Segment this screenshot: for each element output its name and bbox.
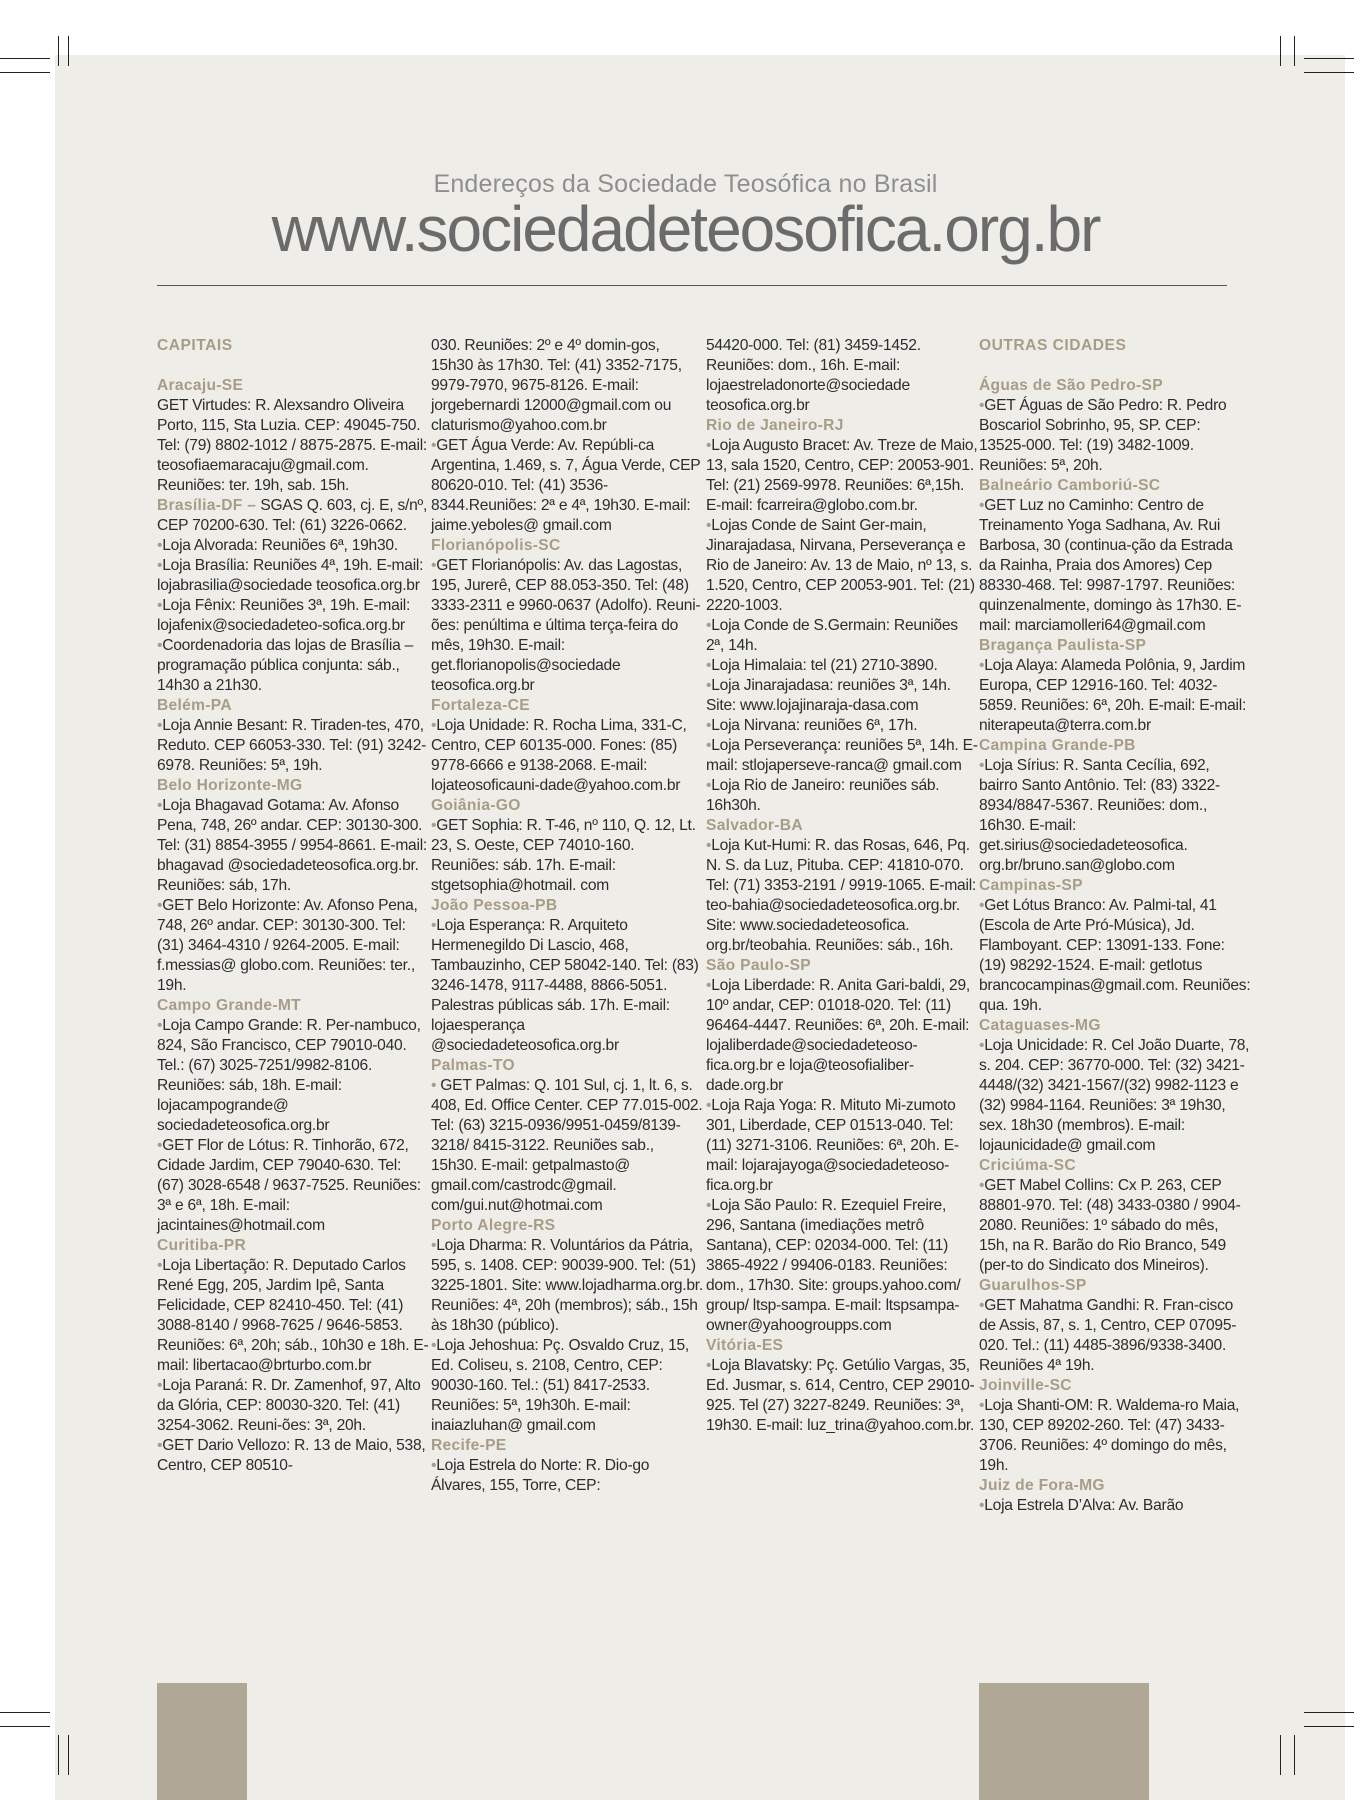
crop-mark [58, 1735, 59, 1775]
bullet-icon: • [706, 1097, 712, 1114]
entry-text: GET Águas de São Pedro: R. Pedro Boscariol Sobrinho, 95, SP. CEP: 13525-000. Tel: (19) 3482-1009. Reuniões: 5ª, 20h. [979, 397, 1227, 474]
lodge-entry [431, 556, 703, 696]
lodge-entry [979, 496, 1251, 636]
city-heading: Campinas-SP [979, 877, 1083, 894]
bullet-icon: • [979, 757, 985, 774]
header-divider [157, 285, 1227, 286]
bullet-icon: • [979, 1177, 985, 1194]
city-heading: Balneário Camboriú-SC [979, 477, 1161, 494]
lodge-entry [979, 896, 1251, 1016]
lodge-entry [706, 776, 978, 816]
entry-text: Lojas Conde de Saint Ger-main, Jinarajadasa, Nirvana, Perseverança e Rio de Janeiro: Av. 13 de Maio, nº 13, s. 1.520, Centro, CEP 20053-901. Tel: (21) 2220-1003. [706, 517, 975, 614]
city-heading: Aracaju-SE [157, 377, 244, 394]
lodge-entry [706, 716, 978, 736]
bullet-icon: • [706, 737, 712, 754]
bullet-icon: • [157, 557, 163, 574]
bullet-icon: • [157, 1437, 163, 1454]
crop-mark [0, 1726, 50, 1727]
column-4 [979, 336, 1251, 1516]
entry-text: Loja Liberdade: R. Anita Gari-baldi, 29, 10º andar, CEP: 01018-020. Tel: (11) 96464-4447. Reuniões: 6ª, 20h. E-mail: lojaliberdade@sociedadeteoso-fica.org.br e loja@teosofialiber-dade.org.br [706, 977, 970, 1094]
entry-text: Loja Estrela do Norte: R. Dio-go Álvares, 155, Torre, CEP: [431, 1457, 650, 1494]
city-heading: Águas de São Pedro-SP [979, 377, 1163, 394]
section-heading: OUTRAS CIDADES [979, 337, 1127, 354]
entry-text: GET Luz no Caminho: Centro de Treinamento Yoga Sadhana, Av. Rui Barbosa, 30 (continua-ção da Estrada da Rainha, Praia dos Amores) Cep 88330-468. Tel: 9987-1797. Reuniões: quinzenalmente, domingo às 17h30. E-mail: marciamolleri64@gmail.com [979, 497, 1242, 634]
column-2 [431, 336, 703, 1496]
city-heading: Rio de Janeiro-RJ [706, 417, 844, 434]
bullet-icon: • [431, 917, 437, 934]
entry-text: Loja Augusto Bracet: Av. Treze de Maio, 13, sala 1520, Centro, CEP: 20053-901. Tel: (21) 2569-9978. Reuniões: 6ª,15h. E-mail: fcarreira@globo.com.br. [706, 437, 978, 514]
city-heading: Campina Grande-PB [979, 737, 1136, 754]
city-heading: Guarulhos-SP [979, 1277, 1087, 1294]
bullet-icon: • [157, 897, 163, 914]
city-heading: Cataguases-MG [979, 1017, 1101, 1034]
entry-text: Loja Campo Grande: R. Per-nambuco, 824, São Francisco, CEP 79010-040. Tel.: (67) 3025-7251/9982-8106. Reuniões: sáb, 18h. E-mail: lojacampogrande@ sociedadeteosofica.org.br [157, 1017, 421, 1134]
crop-mark [1304, 72, 1354, 73]
lodge-entry [706, 516, 978, 616]
entry-text: Loja Himalaia: tel (21) 2710-3890. [711, 657, 938, 674]
entry-text: GET Virtudes: R. Alexsandro Oliveira Porto, 115, Sta Luzia. CEP: 49045-750. Tel: (79) 8802-1012 / 8875-2875. E-mail: teosofiaemaracaju@gmail.com. Reuniões: ter. 19h, sab. 15h. [157, 397, 427, 494]
crop-mark [1304, 1726, 1354, 1727]
bullet-icon: • [979, 1397, 985, 1414]
entry-text: Loja Fênix: Reuniões 3ª, 19h. E-mail: lojafenix@sociedadeteo-sofica.org.br [157, 597, 411, 634]
bullet-icon: • [706, 677, 712, 694]
crop-mark [0, 58, 50, 59]
crop-mark [1294, 1735, 1295, 1775]
entry-text: GET Mabel Collins: Cx P. 263, CEP 88801-970. Tel: (48) 3433-0380 / 9904-2080. Reuniões: 1º sábado do mês, 15h, na R. Barão do Rio Branco, 549 (per-to do Sindicato dos Mineiros). [979, 1177, 1241, 1274]
lodge-entry [157, 1436, 429, 1476]
lodge-entry [157, 536, 429, 556]
lodge-entry [979, 1176, 1251, 1276]
lodge-entry [157, 596, 429, 636]
lodge-entry [979, 1296, 1251, 1376]
lodge-entry [157, 1136, 429, 1236]
bullet-icon: • [706, 1357, 712, 1374]
bullet-icon: • [157, 537, 163, 554]
city-heading: Criciúma-SC [979, 1157, 1076, 1174]
bullet-icon: • [979, 657, 985, 674]
bullet-icon: • [706, 517, 712, 534]
site-url: www.sociedadeteosofica.org.br [271, 193, 1100, 265]
entry-text: Loja Brasília: Reuniões 4ª, 19h. E-mail: lojabrasilia@sociedade teosofica.org.br [157, 557, 424, 594]
city-heading: Belém-PA [157, 697, 232, 714]
lodge-entry [706, 676, 978, 716]
crop-mark [1304, 1712, 1354, 1713]
city-heading: Florianópolis-SC [431, 537, 561, 554]
city-heading: Campo Grande-MT [157, 997, 301, 1014]
city-heading: Porto Alegre-RS [431, 1217, 556, 1234]
city-heading: Juiz de Fora-MG [979, 1477, 1105, 1494]
lodge-entry [706, 616, 978, 656]
city-heading: Joinville-SC [979, 1377, 1072, 1394]
bullet-icon: • [157, 1017, 163, 1034]
bullet-icon: • [706, 837, 712, 854]
lodge-entry [431, 716, 703, 796]
entry-text: Loja Conde de S.Germain: Reuniões 2ª, 14h. [706, 617, 958, 654]
city-heading: Recife-PE [431, 1437, 507, 1454]
page-subtitle: Endereços da Sociedade Teosófica no Brasil [433, 170, 938, 198]
lodge-entry [706, 836, 978, 956]
bullet-icon: • [157, 1137, 163, 1154]
entry-text: GET Flor de Lótus: R. Tinhorão, 672, Cidade Jardim, CEP 79040-630. Tel: (67) 3028-6548 / 9637-7525. Reuniões: 3ª e 6ª, 18h. E-mail: jacintaines@hotmail.com [157, 1137, 421, 1234]
bullet-icon: • [979, 1297, 985, 1314]
entry-text: 030. Reuniões: 2º e 4º domin-gos, 15h30 às 17h30. Tel: (41) 3352-7175, 9979-7970, 9675-8126. E-mail: jorgebernardi 12000@gmail.com ou claturismo@yahoo.com.br [431, 337, 682, 434]
entry-text: Loja Paraná: R. Dr. Zamenhof, 97, Alto da Glória, CEP: 80030-320. Tel: (41) 3254-3062. Reuni-ões: 3ª, 20h. [157, 1377, 421, 1434]
lodge-entry [706, 1196, 978, 1336]
entry-text: GET Sophia: R. T-46, nº 110, Q. 12, Lt. 23, S. Oeste, CEP 74010-160. Reuniões: sáb. 17h. E-mail: stgetsophia@hotmail. com [431, 817, 696, 894]
bullet-icon: • [157, 1377, 163, 1394]
entry-text: Loja Unicidade: R. Cel João Duarte, 78, s. 204. CEP: 36770-000. Tel: (32) 3421-4448/(32) 3421-1567/(32) 9982-1123 e (32) 9984-1164. Reuniões: 3ª 19h30, sex. 18h30 (membros). E-mail: lojaunicidade@ gmail.com [979, 1037, 1250, 1154]
lodge-entry [979, 656, 1251, 736]
lodge-entry [431, 1456, 703, 1496]
bullet-icon: • [157, 1257, 163, 1274]
lodge-entry [706, 1096, 978, 1196]
entry-text: Loja São Paulo: R. Ezequiel Freire, 296, Santana (imediações metrô Santana), CEP: 02034-000. Tel: (11) 3865-4922 / 99406-0183. Reuniões: dom., 17h30. Site: groups.yahoo.com/ group/ ltsp-sampa. E-mail: ltspsampa-owner@yahoogroupps.com [706, 1197, 961, 1334]
bullet-icon: • [979, 397, 985, 414]
address-text: SGAS Q. 603, cj. E, s/nº, CEP 70200-630. Tel: (61) 3226-0662. [157, 497, 428, 534]
bullet-icon: • [431, 557, 437, 574]
column-1 [157, 336, 429, 1476]
bullet-icon: • [431, 1337, 437, 1354]
crop-mark [1280, 1735, 1281, 1775]
city-heading: São Paulo-SP [706, 957, 811, 974]
lodge-entry [157, 1016, 429, 1136]
city-heading: Salvador-BA [706, 817, 803, 834]
entry-text: Loja Jinarajadasa: reuniões 3ª, 14h. Site: www.lojajinaraja-dasa.com [706, 677, 951, 714]
city-heading: Vitória-ES [706, 1337, 784, 1354]
bullet-icon: • [157, 637, 163, 654]
bullet-icon: • [706, 977, 712, 994]
lodge-entry [157, 636, 429, 696]
bullet-icon: • [706, 717, 712, 734]
lodge-entry [979, 1496, 1251, 1516]
entry-text: Loja Sírius: R. Santa Cecília, 692, bairro Santo Antônio. Tel: (83) 3322-8934/8847-5367. Reuniões: dom., 16h30. E-mail: get.sirius@sociedadeteosofica. org.br/bruno.san@globo.com [979, 757, 1220, 874]
crop-mark [58, 36, 59, 66]
crop-mark [68, 1735, 69, 1775]
footer-block-left [157, 1683, 247, 1800]
crop-mark [1304, 58, 1354, 59]
entry-text: Loja Dharma: R. Voluntários da Pátria, 595, s. 1408. CEP: 90039-900. Tel: (51) 3225-1801. Site: www.lojadharma.org.br. Reuniões: 4ª, 20h (membros); sáb., 15h às 18h30 (público). [431, 1237, 703, 1334]
entry-text: Loja Bhagavad Gotama: Av. Afonso Pena, 748, 26º andar. CEP: 30130-300. Tel: (31) 8854-3955 / 9954-8661. E-mail: bhagavad @sociedadeteosofica.org.br. Reuniões: sáb, 17h. [157, 797, 427, 894]
city-heading: Palmas-TO [431, 1057, 515, 1074]
lodge-entry [157, 796, 429, 896]
lodge-entry [157, 556, 429, 596]
bullet-icon: • [706, 657, 712, 674]
crop-mark [0, 72, 50, 73]
entry-text: GET Dario Vellozo: R. 13 de Maio, 538, Centro, CEP 80510- [157, 1437, 426, 1474]
entry-text: GET Mahatma Gandhi: R. Fran-cisco de Assis, 87, s. 1, Centro, CEP 07095-020. Tel.: (11) 4485-3896/9338-3400. Reuniões 4ª 19h. [979, 1297, 1237, 1374]
section-heading: CAPITAIS [157, 337, 233, 354]
lodge-entry [706, 976, 978, 1096]
city-heading: Goiânia-GO [431, 797, 521, 814]
entry-text: Loja Annie Besant: R. Tiraden-tes, 470, Reduto. CEP 66053-330. Tel: (91) 3242-6978. Reuniões: 5ª, 19h. [157, 717, 427, 774]
lodge-entry [706, 656, 978, 676]
lodge-entry [431, 1336, 703, 1436]
city-heading: Fortaleza-CE [431, 697, 530, 714]
city-heading: Bragança Paulista-SP [979, 637, 1147, 654]
entry-text: Loja Libertação: R. Deputado Carlos René Egg, 205, Jardim Ipê, Santa Felicidade, CEP 82410-450. Tel: (41) 3088-8140 / 9968-7625 / 9646-5853. Reuniões: 6ª, 20h; sáb., 10h30 e 18h. E-mail: libertacao@brturbo.com.br [157, 1257, 429, 1374]
bullet-icon: • [157, 717, 163, 734]
city-heading: Brasília-DF – [157, 497, 257, 514]
bullet-icon: • [157, 797, 163, 814]
lodge-entry [706, 736, 978, 776]
bullet-icon: • [979, 1497, 985, 1514]
city-heading: Curitiba-PR [157, 1237, 247, 1254]
lodge-entry [979, 1396, 1251, 1476]
entry-text: Loja Alvorada: Reuniões 6ª, 19h30. [162, 537, 398, 554]
entry-text: 54420-000. Tel: (81) 3459-1452. Reuniões: dom., 16h. E-mail: lojaestreladonorte@sociedade teosofica.org.br [706, 337, 921, 414]
crop-mark [1280, 36, 1281, 66]
entry-text: Get Lótus Branco: Av. Palmi-tal, 41 (Escola de Arte Pró-Música), Jd. Flamboyant. CEP: 13091-133. Fone: (19) 98292-1524. E-mail: getlotus brancocampinas@gmail.com. Reuniões: qua. 19h. [979, 897, 1251, 1014]
entry-text: Loja Shanti-OM: R. Waldema-ro Maia, 130, CEP 89202-260. Tel: (47) 3433-3706. Reuniões: 4º domingo do mês, 19h. [979, 1397, 1240, 1474]
bullet-icon: • [431, 437, 437, 454]
column-3 [706, 336, 978, 1436]
entry-text: Loja Nirvana: reuniões 6ª, 17h. [711, 717, 918, 734]
entry-text: Loja Blavatsky: Pç. Getúlio Vargas, 35, Ed. Jusmar, s. 614, Centro, CEP 29010-925. Tel (27) 3227-8249. Reuniões: 3ª, 19h30. E-mail: luz_trina@yahoo.com.br. [706, 1357, 975, 1434]
lodge-entry [157, 716, 429, 776]
bullet-icon: • [706, 777, 712, 794]
entry-text: Coordenadoria das lojas de Brasília – programação pública conjunta: sáb., 14h30 a 21h30. [157, 637, 414, 694]
lodge-entry [431, 436, 703, 536]
entry-text: GET Água Verde: Av. Repúbli-ca Argentina, 1.469, s. 7, Água Verde, CEP 80620-010. Tel: (41) 3536-8344.Reuniões: 2ª e 4ª, 19h30. E-mail: jaime.yeboles@ gmail.com [431, 437, 701, 534]
entry-text: Loja Perseverança: reuniões 5ª, 14h. E-mail: stlojaperseve-ranca@ gmail.com [706, 737, 978, 774]
lodge-entry [157, 1256, 429, 1376]
lodge-entry [979, 1036, 1251, 1156]
entry-text: Loja Jehoshua: Pç. Osvaldo Cruz, 15, Ed. Coliseu, s. 2108, Centro, CEP: 90030-160. Tel.: (51) 8417-2533. Reuniões: 5ª, 19h30h. E-mail: inaiazluhan@ gmail.com [431, 1337, 689, 1434]
city-heading: Belo Horizonte-MG [157, 777, 303, 794]
city-address [157, 496, 429, 536]
entry-text: Loja Alaya: Alameda Polônia, 9, Jardim Europa, CEP 12916-160. Tel: 4032-5859. Reuniões: 6ª, 20h. E-mail: E-mail: niterapeuta@terra.com.br [979, 657, 1247, 734]
entry-text: GET Belo Horizonte: Av. Afonso Pena, 748, 26º andar. CEP: 30130-300. Tel: (31) 3464-4310 / 9264-2005. E-mail: f.messias@ globo.com. Reuniões: ter., 19h. [157, 897, 418, 994]
bullet-icon: • [706, 617, 712, 634]
bullet-icon: • [979, 1037, 985, 1054]
bullet-icon: • [431, 1237, 437, 1254]
entry-text: Loja Kut-Humi: R. das Rosas, 646, Pq. N. S. da Luz, Pituba. CEP: 41810-070. Tel: (71) 3353-2191 / 9919-1065. E-mail: teo-bahia@sociedadeteosofica.org.br. Site: www.sociedadeteosofica. org.br/teobahia. Reuniões: sáb., 16h. [706, 837, 976, 954]
city-heading: João Pessoa-PB [431, 897, 558, 914]
lodge-entry [979, 756, 1251, 876]
lodge-entry [431, 1076, 703, 1216]
bullet-icon: • [979, 897, 985, 914]
entry-text: GET Florianópolis: Av. das Lagostas, 195, Jurerê, CEP 88.053-350. Tel: (48) 3333-2311 e 9960-0637 (Adolfo). Reuni-ões: penúltima e última terça-feira do mês, 19h30. E-mail: get.florianopolis@sociedade teosofica.org.br [431, 557, 701, 694]
bullet-icon: • [431, 1077, 437, 1094]
lodge-entry [157, 896, 429, 996]
entry-text: Loja Unidade: R. Rocha Lima, 331-C, Centro, CEP 60135-000. Fones: (85) 9778-6666 e 9138-2068. E-mail: lojateosoficauni-dade@yahoo.com.br [431, 717, 687, 794]
bullet-icon: • [706, 1197, 712, 1214]
entry-text: GET Palmas: Q. 101 Sul, cj. 1, lt. 6, s. 408, Ed. Office Center. CEP 77.015-002. Tel: (63) 3215-0936/9951-0459/8139-3218/ 8415-3122. Reuniões sab., 15h30. E-mail: getpalmasto@ gmail.com/castrodc@gmail. com/gui.nut@hotmai.com [431, 1077, 703, 1214]
entry-text: Loja Estrela D’Alva: Av. Barão [984, 1497, 1184, 1514]
entry-text: Loja Rio de Janeiro: reuniões sáb. 16h30h. [706, 777, 940, 814]
bullet-icon: • [431, 817, 437, 834]
lodge-entry [979, 396, 1251, 476]
entry-text: Loja Esperança: R. Arquiteto Hermenegildo Di Lascio, 468, Tambauzinho, CEP 58042-140. Tel: (83) 3246-1478, 9117-4488, 8866-5051. Palestras públicas sáb. 17h. E-mail: lojaesperança @sociedadeteosofica.org.br [431, 917, 699, 1054]
bullet-icon: • [431, 717, 437, 734]
lodge-entry [706, 436, 978, 516]
lodge-entry [431, 816, 703, 896]
crop-mark [68, 36, 69, 66]
lodge-entry [431, 916, 703, 1056]
crop-mark [0, 1712, 50, 1713]
entry-text: Loja Raja Yoga: R. Mituto Mi-zumoto 301, Liberdade, CEP 01513-040. Tel: (11) 3271-3106. Reuniões: 6ª, 20h. E-mail: lojarajayoga@sociedadeteoso-fica.org.br [706, 1097, 959, 1194]
lodge-entry [431, 1236, 703, 1336]
lodge-entry [706, 1356, 978, 1436]
crop-mark [1294, 36, 1295, 66]
bullet-icon: • [157, 597, 163, 614]
footer-block-right [979, 1683, 1149, 1800]
bullet-icon: • [979, 497, 985, 514]
bullet-icon: • [706, 437, 712, 454]
lodge-entry [157, 1376, 429, 1436]
bullet-icon: • [431, 1457, 437, 1474]
